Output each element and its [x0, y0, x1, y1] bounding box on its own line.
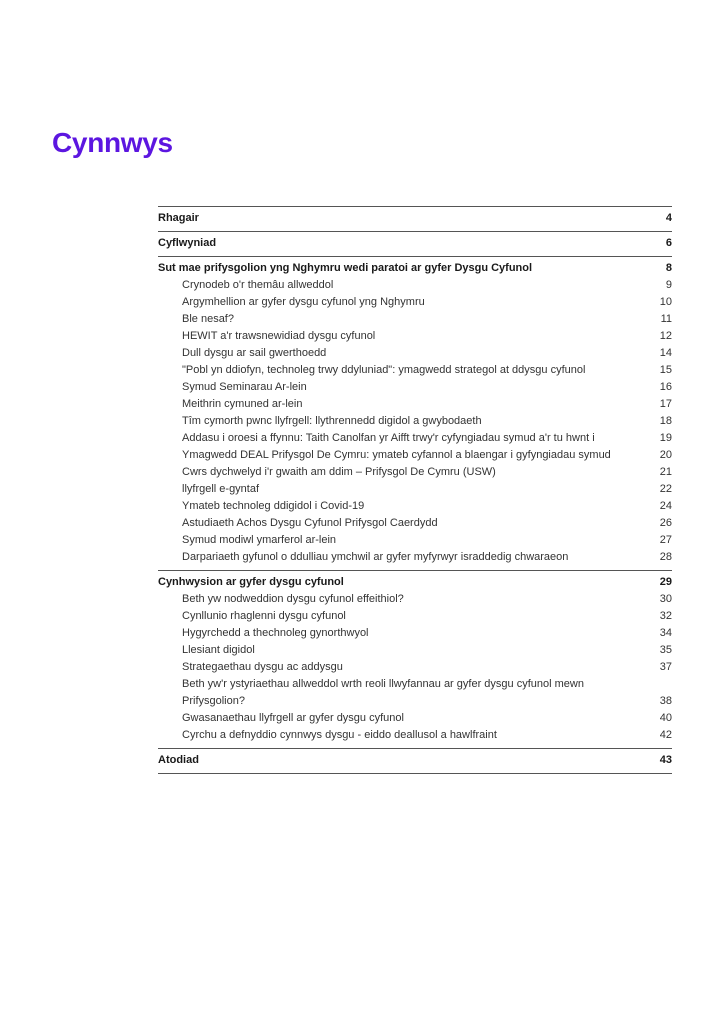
- toc-heading[interactable]: [158, 235, 672, 252]
- toc-entry-label: Dull dysgu ar sail gwerthoedd: [182, 347, 327, 359]
- toc-page-number: 29: [659, 576, 672, 588]
- toc-heading[interactable]: [158, 210, 672, 227]
- toc-entry[interactable]: [158, 345, 672, 362]
- toc-page-number: 4: [665, 212, 672, 224]
- toc-page-number: 16: [659, 381, 672, 393]
- toc-heading-label: Atodiad: [158, 754, 199, 766]
- toc-page-number: 14: [659, 347, 672, 359]
- toc-entry-label: Hygyrchedd a thechnoleg gynorthwyol: [182, 627, 369, 639]
- toc-page-number: 9: [665, 279, 672, 291]
- toc-section: [158, 570, 672, 748]
- toc-page-number: 32: [659, 610, 672, 622]
- toc-entry[interactable]: [158, 481, 672, 498]
- toc-page-number: 42: [659, 729, 672, 741]
- toc-entry-label: Llesiant digidol: [182, 644, 255, 656]
- toc-heading[interactable]: [158, 574, 672, 591]
- toc-entry-label: "Pobl yn ddiofyn, technoleg trwy ddyluniad": ymagwedd strategol at ddysgu cyfunol: [182, 364, 586, 376]
- toc-entry[interactable]: [158, 659, 672, 676]
- toc-entry[interactable]: [158, 430, 672, 447]
- toc-page-number: 22: [659, 483, 672, 495]
- toc-page-number: 11: [660, 313, 672, 325]
- toc-page-number: 8: [665, 262, 672, 274]
- toc-entry[interactable]: [158, 498, 672, 515]
- toc-page-number: 24: [659, 500, 672, 512]
- toc-entry[interactable]: [158, 608, 672, 625]
- toc-entry-label: Symud modiwl ymarferol ar-lein: [182, 534, 337, 546]
- toc-entry[interactable]: [158, 642, 672, 659]
- toc-entry-label: llyfrgell e-gyntaf: [182, 483, 260, 495]
- toc-entry[interactable]: [158, 294, 672, 311]
- toc-entry[interactable]: [158, 515, 672, 532]
- toc-heading-label: Sut mae prifysgolion yng Nghymru wedi paratoi ar gyfer Dysgu Cyfunol: [158, 262, 533, 274]
- toc-heading[interactable]: [158, 260, 672, 277]
- toc-entry[interactable]: [158, 727, 672, 744]
- toc-entry-label: HEWIT a'r trawsnewidiad dysgu cyfunol: [182, 330, 376, 342]
- toc-entry-label: Cyrchu a defnyddio cynnwys dysgu - eiddo deallusol a hawlfraint: [182, 729, 497, 741]
- toc-page-number: 43: [659, 754, 672, 766]
- toc-entry[interactable]: [158, 447, 672, 464]
- toc-entry-label: Argymhellion ar gyfer dysgu cyfunol yng Nghymru: [182, 296, 425, 308]
- toc-section: [158, 206, 672, 231]
- toc-entry-label: Astudiaeth Achos Dysgu Cyfunol Prifysgol Caerdydd: [182, 517, 438, 529]
- toc-entry-label: Ymateb technoleg ddigidol i Covid-19: [182, 500, 365, 512]
- toc-page-number: 15: [659, 364, 672, 376]
- toc-page-number: 26: [659, 517, 672, 529]
- toc-entry[interactable]: [158, 591, 672, 608]
- toc-entry[interactable]: [158, 464, 672, 481]
- toc-page-number: 34: [659, 627, 672, 639]
- toc-entry-label: Ymagwedd DEAL Prifysgol De Cymru: ymateb cyfannol a blaengar i gyfyngiadau symud: [182, 449, 611, 461]
- toc-heading-label: Cyflwyniad: [158, 237, 217, 249]
- toc-entry-label: Tîm cymorth pwnc llyfrgell: llythrennedd digidol a gwybodaeth: [182, 415, 482, 427]
- toc-page-number: 17: [659, 398, 672, 410]
- toc-entry-label: Beth yw nodweddion dysgu cyfunol effeithiol?: [182, 593, 404, 605]
- toc-entry[interactable]: [158, 676, 672, 710]
- toc-entry[interactable]: [158, 379, 672, 396]
- toc-heading-label: Cynhwysion ar gyfer dysgu cyfunol: [158, 576, 344, 588]
- toc-page-number: 19: [659, 432, 672, 444]
- toc-page-number: 28: [659, 551, 672, 563]
- toc-entry-label: Addasu i oroesi a ffynnu: Taith Canolfan yr Aifft trwy'r cyfyngiadau symud a'r tu hwnt i: [182, 432, 595, 444]
- toc-entry[interactable]: [158, 625, 672, 642]
- toc-entry-label: Crynodeb o'r themâu allweddol: [182, 279, 334, 291]
- toc-entry[interactable]: [158, 710, 672, 727]
- table-of-contents: [158, 206, 672, 774]
- toc-entry-label: Symud Seminarau Ar-lein: [182, 381, 307, 393]
- toc-heading-label: Rhagair: [158, 212, 199, 224]
- toc-page-number: 38: [659, 695, 672, 707]
- toc-page-number: 37: [659, 661, 672, 673]
- toc-entry-label: Meithrin cymuned ar-lein: [182, 398, 303, 410]
- toc-page-number: 40: [659, 712, 672, 724]
- toc-page-number: 20: [659, 449, 672, 461]
- toc-page-number: 6: [665, 237, 672, 249]
- toc-entry-label: Cwrs dychwelyd i'r gwaith am ddim – Prifysgol De Cymru (USW): [182, 466, 496, 478]
- toc-entry[interactable]: [158, 532, 672, 549]
- toc-entry-label: Ble nesaf?: [182, 313, 234, 325]
- toc-entry-label: Darpariaeth gyfunol o ddulliau ymchwil ar gyfer myfyrwyr israddedig chwaraeon: [182, 551, 569, 563]
- toc-entry[interactable]: [158, 413, 672, 430]
- toc-page-number: 18: [659, 415, 672, 427]
- toc-entry-label: Strategaethau dysgu ac addysgu: [182, 661, 343, 673]
- toc-page-number: 27: [659, 534, 672, 546]
- toc-entry[interactable]: [158, 362, 672, 379]
- toc-section: [158, 231, 672, 256]
- toc-entry-label: Gwasanaethau llyfrgell ar gyfer dysgu cyfunol: [182, 712, 404, 724]
- toc-heading[interactable]: [158, 752, 672, 769]
- toc-page-number: 35: [659, 644, 672, 656]
- page-title: Cynnwys: [52, 127, 173, 158]
- toc-page-number: 10: [659, 296, 672, 308]
- toc-entry-label: Beth yw'r ystyriaethau allweddol wrth reoli llwyfannau ar gyfer dysgu cyfunol mewn Prifysgolion?: [182, 678, 584, 707]
- toc-page-number: 21: [659, 466, 672, 478]
- toc-entry[interactable]: [158, 311, 672, 328]
- toc-page-number: 12: [659, 330, 672, 342]
- toc-entry-label: Cynllunio rhaglenni dysgu cyfunol: [182, 610, 346, 622]
- toc-entry[interactable]: [158, 328, 672, 345]
- toc-section: [158, 256, 672, 570]
- toc-section: [158, 748, 672, 774]
- toc-page-number: 30: [659, 593, 672, 605]
- toc-entry[interactable]: [158, 549, 672, 566]
- toc-entry[interactable]: [158, 396, 672, 413]
- toc-entry[interactable]: [158, 277, 672, 294]
